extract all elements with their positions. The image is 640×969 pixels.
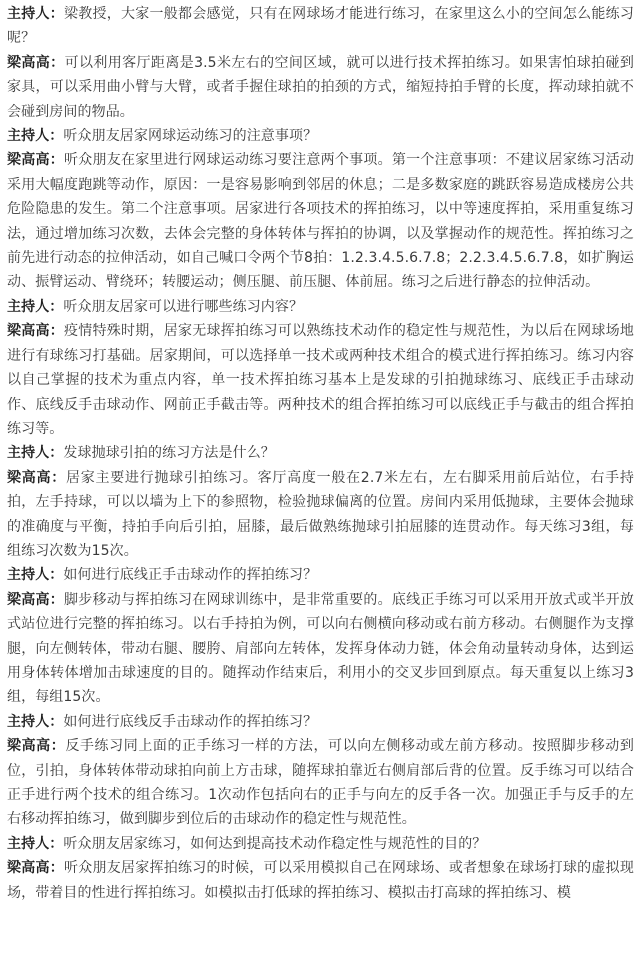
paragraph-text: 发球抛球引拍的练习方法是什么？ xyxy=(63,445,275,462)
speaker-label: 梁高高： xyxy=(7,469,66,486)
paragraph-host-5 xyxy=(7,563,634,587)
speaker-label: 梁高高： xyxy=(7,860,65,877)
speaker-label: 主持人： xyxy=(7,128,64,145)
speaker-label: 主持人： xyxy=(7,567,64,584)
paragraph-guest-2 xyxy=(7,148,634,294)
paragraph-text: 可以利用客厅距离是3.5米左右的空间区域，就可以进行技术挥拍练习。如果害怕球拍碰到家具，可以采用曲小臂与大臂，或者手握住球拍的拍颈的方式，缩短持拍手臂的长度，挥动球拍就不会碰到房间的物品。 xyxy=(7,54,634,120)
paragraph-text: 疫情特殊时期，居家无球挥拍练习可以熟练技术动作的稳定性与规范性，为以后在网球场地进行有球练习打基础。居家期间，可以选择单一技术或两种技术组合的模式进行挥拍练习。练习内容以自己掌握的技术为重点内容，单一技术挥拍练习基本上是发球的引拍抛球练习、底线正手击球动作、底线反手击球动作、网前正手截击等。两种技术的组合挥拍练习可以底线正手与截击的组合挥拍练习等。 xyxy=(7,323,634,437)
speaker-label: 梁高高： xyxy=(7,591,65,608)
speaker-label: 主持人： xyxy=(7,445,64,462)
paragraph-text: 听众朋友居家可以进行哪些练习内容？ xyxy=(63,298,304,315)
speaker-label: 主持人： xyxy=(7,835,64,852)
speaker-label: 梁高高： xyxy=(7,323,65,340)
paragraph-host-3 xyxy=(7,295,634,319)
speaker-label: 主持人： xyxy=(7,713,64,730)
paragraph-guest-6 xyxy=(7,734,634,832)
paragraph-host-1 xyxy=(7,2,634,51)
speaker-label: 主持人： xyxy=(7,6,65,22)
paragraph-text: 听众朋友居家网球运动练习的注意事项？ xyxy=(63,128,318,145)
paragraph-text: 如何进行底线正手击球动作的挥拍练习？ xyxy=(63,567,318,584)
paragraph-text: 如何进行底线反手击球动作的挥拍练习？ xyxy=(63,713,318,730)
paragraph-guest-5 xyxy=(7,588,634,710)
paragraph-text: 反手练习同上面的正手练习一样的方法，可以向左侧移动或左前方移动。按照脚步移动到位，引拍，身体转体带动球拍向前上方击球，随挥球拍靠近右侧肩部后背的位置。反手练习可以结合正手进行两个技术的组合练习。1次动作包括向右的正手与向左的反手各一次。加强正手与反手的左右移动挥拍练习，做到脚步到位后的击球动作的稳定性与规范性。 xyxy=(7,738,634,828)
paragraph-host-7 xyxy=(7,832,634,856)
speaker-label: 梁高高： xyxy=(7,738,66,755)
paragraph-text: 听众朋友在家里进行网球运动练习要注意两个事项。第一个注意事项：不建议居家练习活动采用大幅度跑跳等动作，原因：一是容易影响到邻居的休息；二是多数家庭的跳跃容易造成楼房公共危险隐患的发生。第二个注意事项。居家进行各项技术的挥拍练习，以中等速度挥拍，采用重复练习法，通过增加练习次数，去体会完整的身体转体与挥拍的协调，以及掌握动作的规范性。挥拍练习之前先进行动态的拉伸活动，如自己喊口令两个节8拍：1.2.3.4.5.6.7.8；2.2.3.4.5.6.7.8，如扩胸运动、振臂运动、臂绕环；转腰运动；侧压腿、前压腿、体前屈。练习之后进行静态的拉伸活动。 xyxy=(7,152,634,291)
paragraph-text: 脚步移动与挥拍练习在网球训练中，是非常重要的。底线正手练习可以采用开放式或半开放式站位进行完整的挥拍练习。以右手持拍为例，可以向右侧横向移动或右前方移动。右侧腿作为支撑腿，向左侧转体，带动右腿、腰胯、肩部向左转体，发挥身体动力链，体会角动量转动身体，达到运用身体转体增加击球速度的目的。随挥动作结束后，利用小的交叉步回到原点。每天重复以上练习3组，每组15次。 xyxy=(7,591,634,706)
paragraph-guest-4 xyxy=(7,466,634,564)
speaker-label: 梁高高： xyxy=(7,54,65,71)
speaker-label: 梁高高： xyxy=(7,152,65,169)
paragraph-text: 居家主要进行抛球引拍练习。客厅高度一般在2.7米左右，左右脚采用前后站位，右手持拍，左手持球，可以以墙为上下的参照物，检验抛球偏离的位置。房间内采用低抛球，主要体会抛球的准确度与平衡，持拍手向后引拍，屈膝，最后做熟练抛球引拍屈膝的连贯动作。每天练习3组，每组练习次数为15次。 xyxy=(7,469,634,559)
speaker-label: 主持人： xyxy=(7,298,64,315)
paragraph-host-4 xyxy=(7,441,634,465)
paragraph-host-6 xyxy=(7,710,634,734)
paragraph-guest-7 xyxy=(7,856,634,905)
paragraph-host-2 xyxy=(7,124,634,148)
paragraph-text: 听众朋友居家挥拍练习的时候，可以采用模拟自己在网球场、或者想象在球场打球的虚拟现场，带着目的性进行挥拍练习。如模拟击打低球的挥拍练习、模拟击打高球的挥拍练习、模 xyxy=(7,860,634,901)
paragraph-text: 梁教授，大家一般都会感觉，只有在网球场才能进行练习，在家里这么小的空间怎么能练习呢？ xyxy=(7,6,634,47)
paragraph-text: 听众朋友居家练习，如何达到提高技术动作稳定性与规范性的目的？ xyxy=(63,835,487,852)
paragraph-guest-3 xyxy=(7,319,634,441)
paragraph-guest-1 xyxy=(7,51,634,124)
